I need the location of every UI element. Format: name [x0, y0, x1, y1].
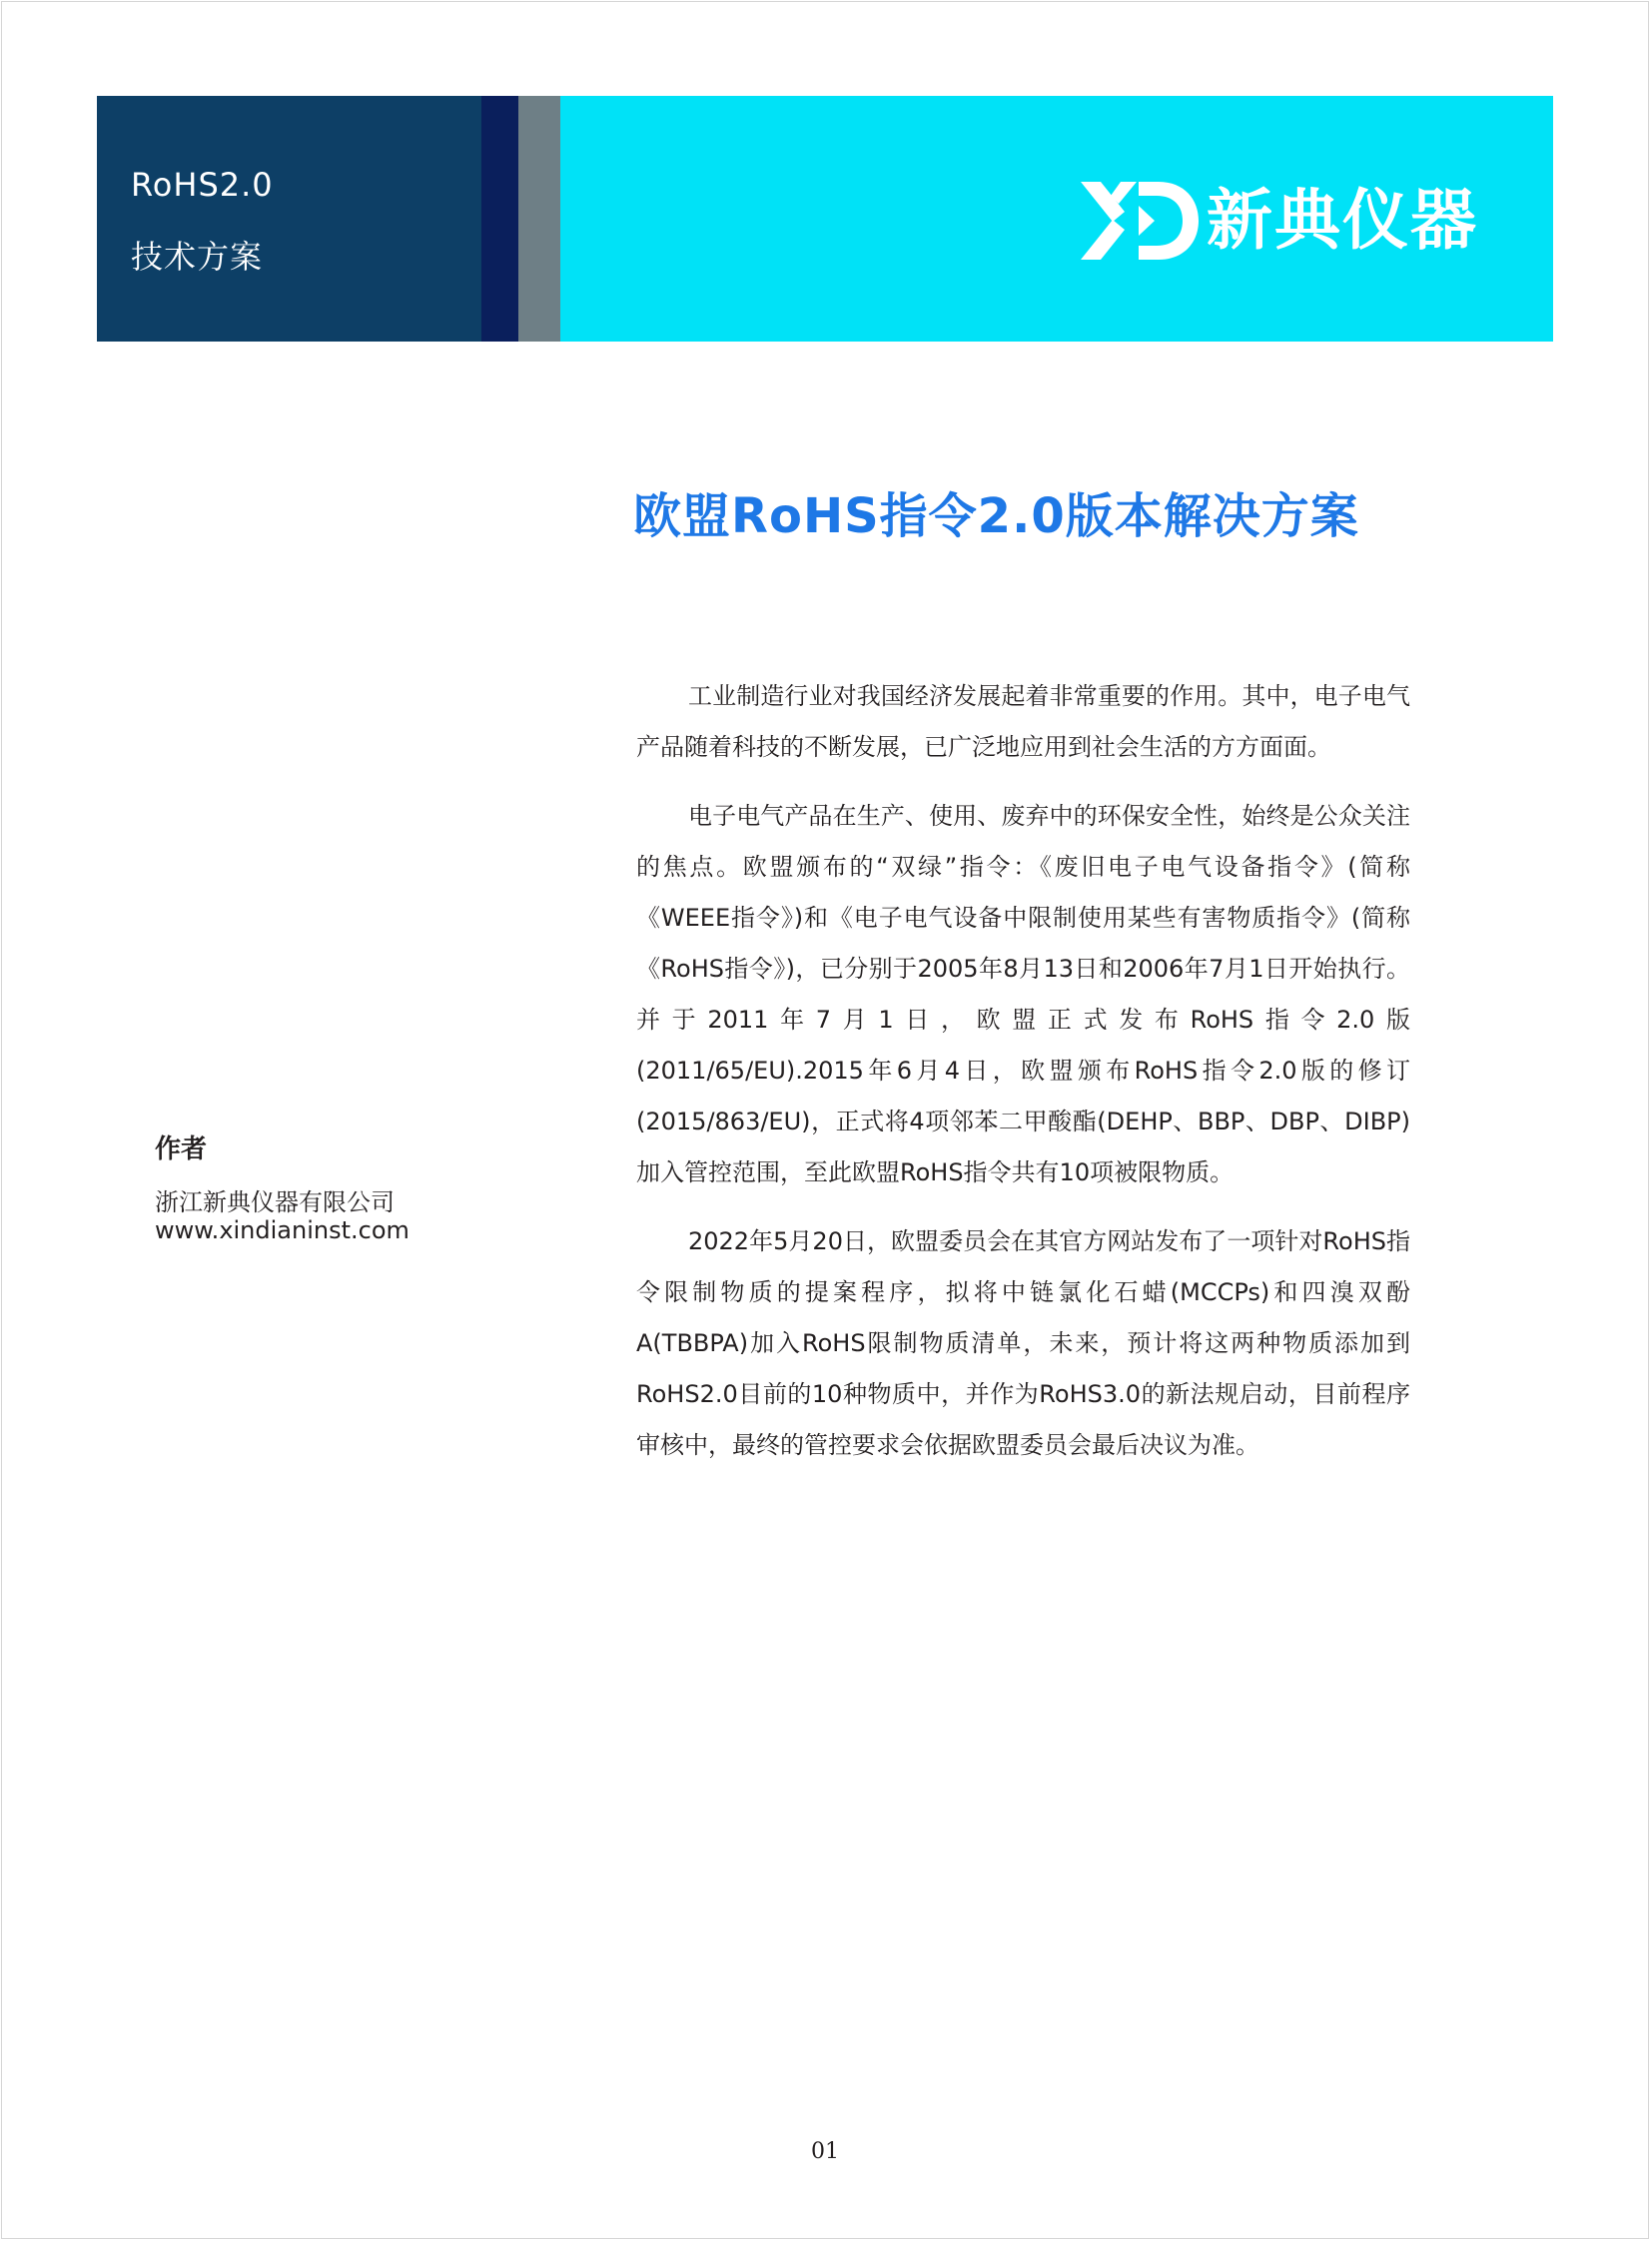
body-text	[636, 671, 1410, 1489]
banner-navy-stripe	[481, 96, 518, 342]
banner-doc-type: 技术方案	[131, 238, 264, 276]
author-company: 浙江新典仪器有限公司	[155, 1188, 395, 1216]
page-number: 01	[811, 2139, 839, 2164]
author-website: www.xindianinst.com	[155, 1216, 410, 1244]
xindian-logo-icon	[1081, 176, 1201, 266]
paragraph-2: 电子电气产品在生产、使用、废弃中的环保安全性，始终是公众关注的焦点。欧盟颁布的“双绿”指令：《废旧电子电气设备指令》(简称《WEEE指令》)和《电子电气设备中限制使用某些有害物质指令》(简称《RoHS指令》)，已分别于2005年8月13日和2006年7月1日开始执行。并于2011年7月1日，欧盟正式发布RoHS指令2.0版(2011/65/EU).2015年6月4日，欧盟颁布RoHS指令2.0版的修订(2015/863/EU)，正式将4项邻苯二甲酸酯(DEHP、BBP、DBP、DIBP)加入管控范围，至此欧盟RoHS指令共有10项被限物质。	[636, 802, 1410, 1186]
paragraph-1: 工业制造行业对我国经济发展起着非常重要的作用。其中，电子电气产品随着科技的不断发展，已广泛地应用到社会生活的方方面面。	[636, 682, 1410, 761]
page-title: 欧盟RoHS指令2.0版本解决方案	[633, 488, 1359, 544]
logo-text: 新典仪器	[1207, 182, 1478, 259]
banner-left-panel	[97, 96, 481, 342]
banner-gray-stripe	[518, 96, 560, 342]
paragraph-3: 2022年5月20日，欧盟委员会在其官方网站发布了一项针对RoHS指令限制物质的提案程序，拟将中链氯化石蜡(MCCPs)和四溴双酚A(TBBPA)加入RoHS限制物质清单，未来，预计将这两种物质添加到RoHS2.0目前的10种物质中，并作为RoHS3.0的新法规启动，目前程序审核中，最终的管控要求会依据欧盟委员会最后决议为准。	[636, 1227, 1410, 1459]
author-label: 作者	[155, 1134, 208, 1164]
banner-subject: RoHS2.0	[131, 166, 274, 204]
company-logo	[1081, 176, 1478, 266]
